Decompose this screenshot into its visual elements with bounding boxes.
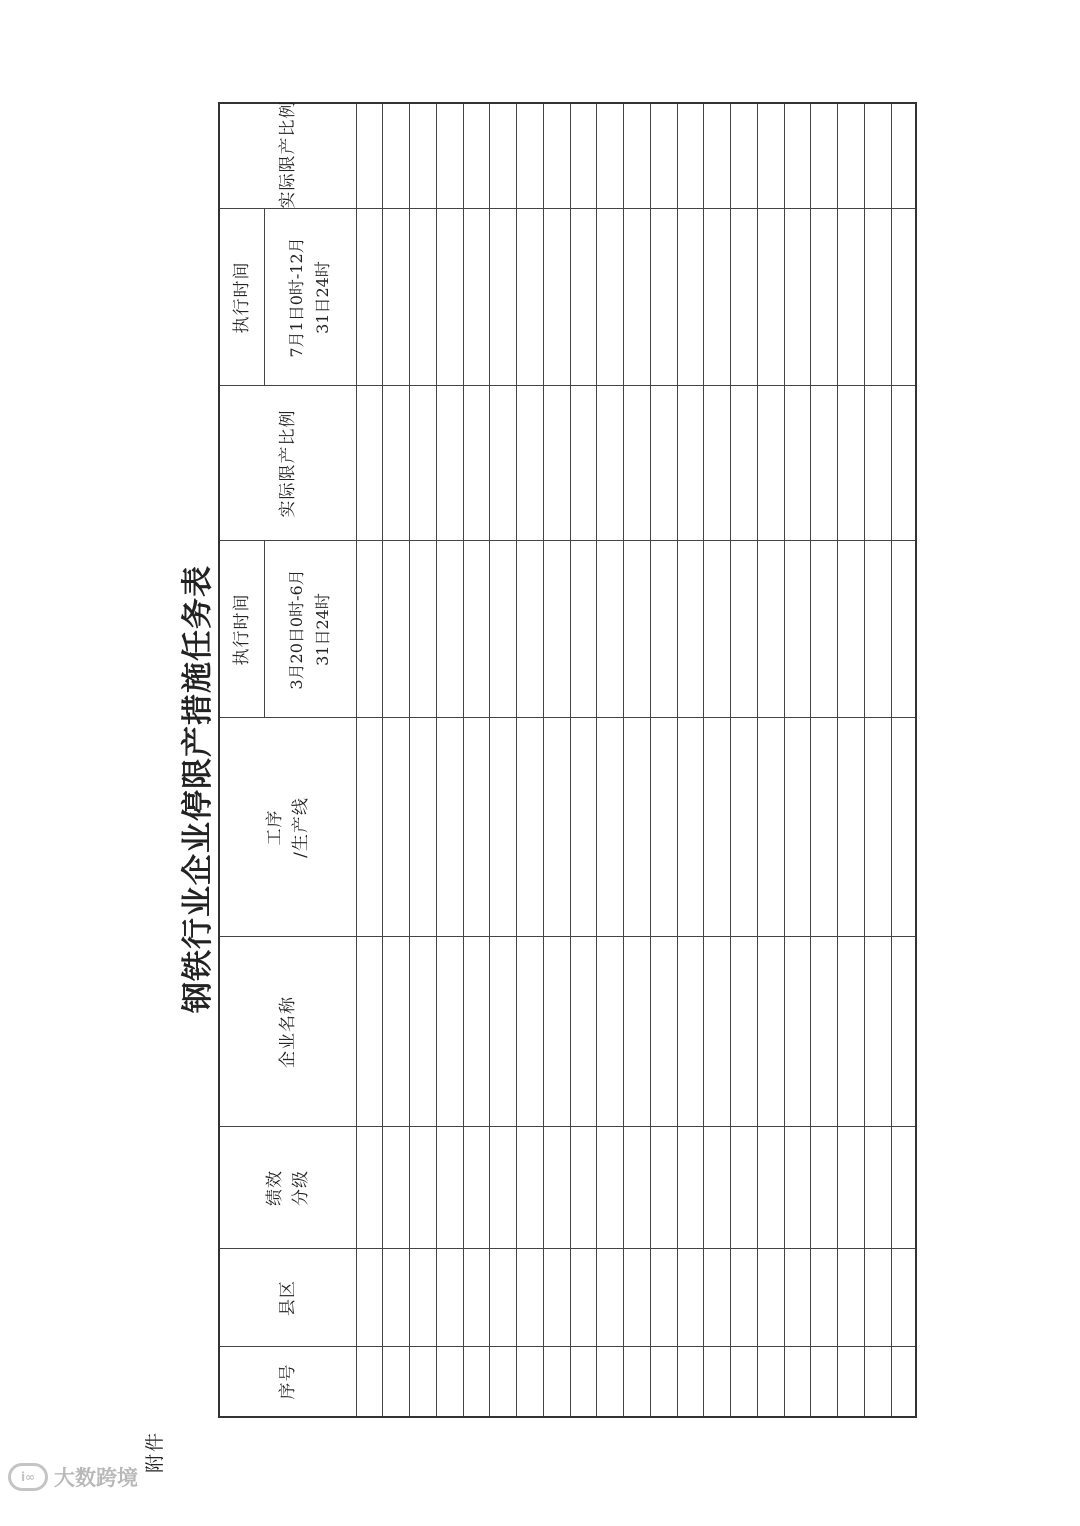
header-enterprise-name: 企业名称 [278, 996, 298, 1068]
task-table [218, 102, 917, 1418]
row-divider [436, 104, 437, 1416]
row-divider [489, 104, 490, 1416]
row-divider [757, 104, 758, 1416]
landscape-sheet [60, 53, 1020, 1473]
watermark [8, 1462, 138, 1492]
header-county: 县区 [278, 1280, 298, 1316]
header-period1-time: 3月20日0时-6月 31日24时 [287, 569, 332, 690]
attachment-label: 附件 [144, 1430, 166, 1473]
row-divider [891, 104, 892, 1416]
row-divider [409, 104, 410, 1416]
header-period2-group: 执行时间 [232, 261, 252, 334]
row-divider [864, 104, 865, 1416]
row-divider [810, 104, 811, 1416]
row-divider [516, 104, 517, 1416]
header-process-line: 工序 /生产线 [265, 797, 311, 858]
watermark-logo-icon: i∞ [8, 1463, 48, 1491]
header-divider [356, 104, 357, 1416]
header-performance-grade: 绩效 分级 [265, 1170, 311, 1206]
header-period1-group: 执行时间 [232, 593, 252, 666]
row-divider [463, 104, 464, 1416]
header-serial-no: 序号 [278, 1363, 298, 1400]
row-divider [784, 104, 785, 1416]
row-divider [543, 104, 544, 1416]
document-title: 钢铁行业企业停限产措施任务表 [180, 565, 216, 1013]
row-divider [623, 104, 624, 1416]
row-divider [650, 104, 651, 1416]
row-divider [382, 104, 383, 1416]
header-period1-ratio: 实际限产比例 [278, 409, 298, 518]
watermark-text: 大数跨境 [54, 1466, 138, 1490]
row-divider [570, 104, 571, 1416]
row-divider [596, 104, 597, 1416]
row-divider [703, 104, 704, 1416]
row-divider [837, 104, 838, 1416]
row-divider [730, 104, 731, 1416]
row-divider [677, 104, 678, 1416]
header-period2-time: 7月1日0时-12月 31日24时 [287, 237, 332, 358]
header-period2-ratio: 实际限产比例 [278, 100, 298, 209]
